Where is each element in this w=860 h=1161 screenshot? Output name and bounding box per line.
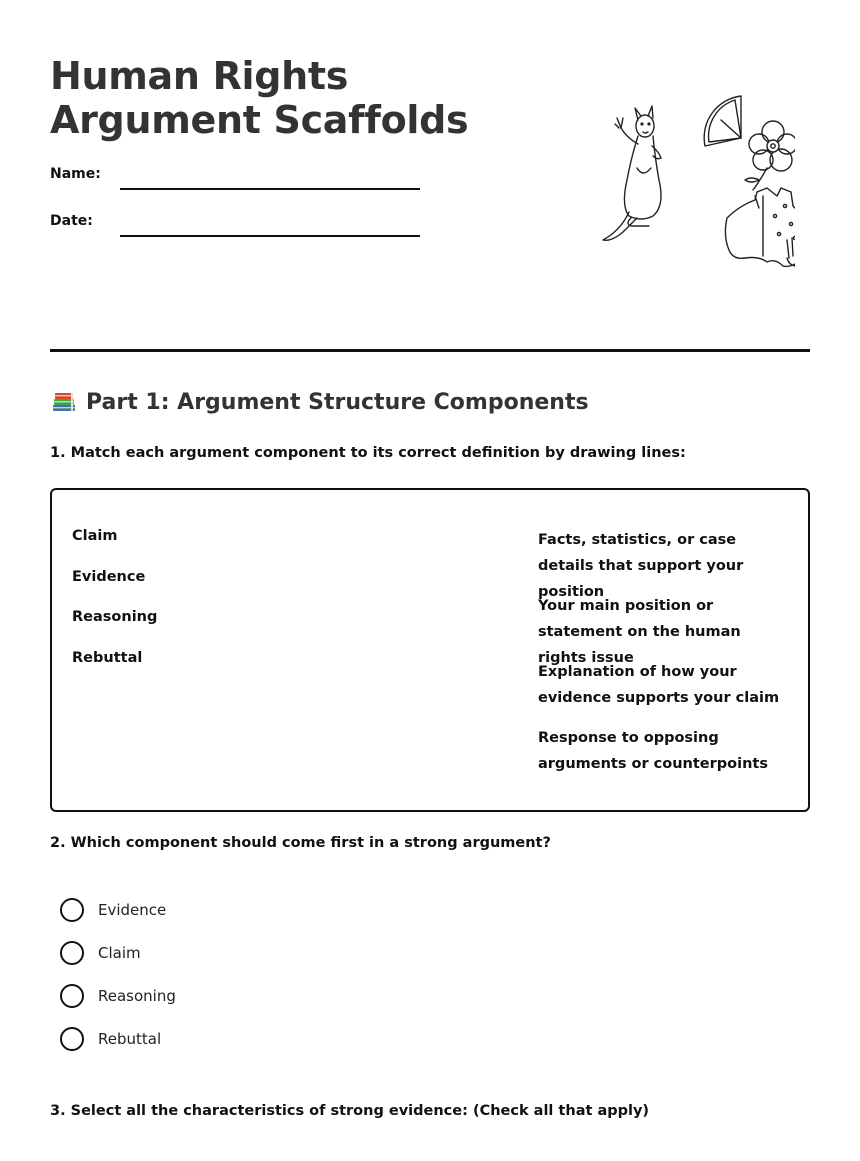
option-label: Reasoning xyxy=(98,987,176,1005)
option-label: Rebuttal xyxy=(98,1030,162,1048)
question-2: 2. Which component should come first in a strong argument? xyxy=(50,835,551,851)
matching-box xyxy=(50,488,810,812)
option-label: Evidence xyxy=(98,901,167,919)
radio-button[interactable] xyxy=(60,898,84,922)
definition-list xyxy=(538,527,793,791)
definition-item[interactable]: Your main position or statement on the human rights issue xyxy=(538,598,741,666)
radio-button[interactable] xyxy=(60,984,84,1008)
part1-heading xyxy=(50,388,589,416)
option-rebuttal[interactable] xyxy=(60,1027,176,1070)
option-label: Claim xyxy=(98,944,141,962)
kangaroo-icon xyxy=(603,106,661,240)
name-field xyxy=(50,166,420,192)
title-line-2: Argument Scaffolds xyxy=(50,98,469,142)
part1-title: Part 1: Argument Structure Components xyxy=(86,389,589,415)
date-input-line[interactable] xyxy=(120,235,420,237)
option-reasoning[interactable] xyxy=(60,984,176,1027)
worksheet-title xyxy=(50,54,468,142)
flower-fan-icon xyxy=(704,96,795,190)
term-rebuttal[interactable]: Rebuttal xyxy=(72,649,143,666)
term-claim[interactable]: Claim xyxy=(72,528,118,544)
radio-button[interactable] xyxy=(60,1027,84,1051)
definition-item[interactable]: Response to opposing arguments or counterpoints xyxy=(538,730,768,772)
q2-options xyxy=(60,898,176,1070)
term-reasoning[interactable]: Reasoning xyxy=(72,609,158,625)
question-3: 3. Select all the characteristics of strong evidence: (Check all that apply) xyxy=(50,1103,650,1119)
question-1: 1. Match each argument component to its correct definition by drawing lines: xyxy=(50,445,686,461)
name-label: Name: xyxy=(50,166,101,182)
date-label: Date: xyxy=(50,213,93,229)
name-input-line[interactable] xyxy=(120,188,420,190)
australia-map-icon xyxy=(725,188,795,280)
worksheet-page xyxy=(50,0,810,1161)
definition-item[interactable]: Facts, statistics, or case details that support your position xyxy=(538,532,744,600)
radio-button[interactable] xyxy=(60,941,84,965)
option-claim[interactable] xyxy=(60,941,176,984)
date-field xyxy=(50,213,420,239)
section-divider xyxy=(50,349,810,352)
illustration-group xyxy=(545,88,795,288)
term-list xyxy=(72,528,157,690)
definition-item[interactable]: Explanation of how your evidence supports your claim xyxy=(538,664,780,706)
title-line-1: Human Rights xyxy=(50,54,349,98)
option-evidence[interactable] xyxy=(60,898,176,941)
books-icon xyxy=(50,388,78,416)
term-evidence[interactable]: Evidence xyxy=(72,568,146,585)
